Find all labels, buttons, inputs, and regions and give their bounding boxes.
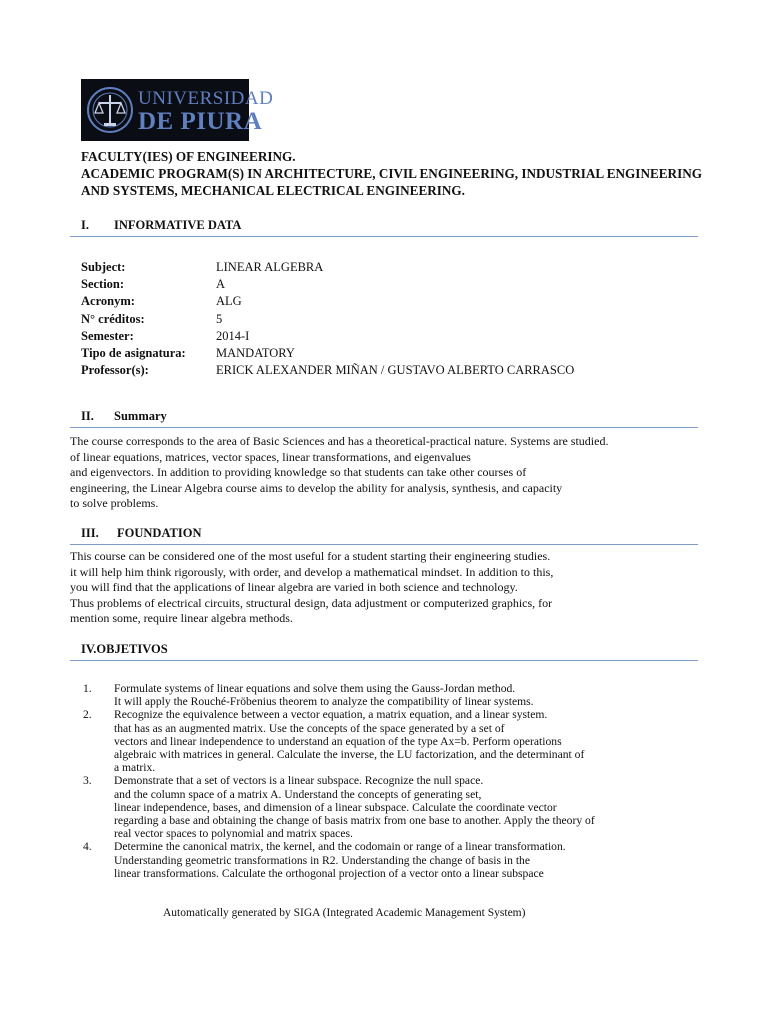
foundation-paragraph bbox=[70, 549, 553, 627]
info-row bbox=[81, 328, 574, 345]
section-number: I. bbox=[81, 218, 89, 232]
objective-line: vectors and linear independence to understand an equation of the type Ax=b. Perform operations bbox=[114, 734, 562, 748]
objective-line: and the column space of a matrix A. Understand the concepts of generating set, bbox=[114, 787, 482, 801]
list-number: 3. bbox=[83, 774, 92, 788]
list-item bbox=[83, 708, 595, 774]
info-value: MANDATORY bbox=[216, 346, 295, 361]
logo-line1: UNIVERSIDAD bbox=[138, 88, 274, 109]
faculty-heading: FACULTY(IES) OF ENGINEERING. bbox=[81, 149, 296, 164]
info-row bbox=[81, 311, 574, 328]
info-value: ERICK ALEXANDER MIÑAN / GUSTAVO ALBERTO CARRASCO bbox=[216, 363, 575, 378]
info-label: Semester: bbox=[81, 328, 134, 343]
section-number: III. bbox=[81, 526, 99, 540]
section-number: II. bbox=[81, 409, 94, 423]
university-logo bbox=[81, 79, 274, 141]
logo-line2: DE PIURA bbox=[138, 108, 263, 135]
info-label: Professor(s): bbox=[81, 363, 149, 378]
info-value: 5 bbox=[216, 311, 223, 326]
info-row bbox=[81, 276, 574, 293]
summary-line: to solve problems. bbox=[70, 496, 159, 510]
info-value: ALG bbox=[216, 294, 242, 309]
foundation-line: mention some, require linear algebra methods. bbox=[70, 611, 293, 625]
section-title: Summary bbox=[114, 409, 167, 423]
objective-line: Determine the canonical matrix, the kernel, and the codomain or range of a linear transformation. bbox=[114, 840, 566, 854]
summary-line: engineering, the Linear Algebra course aims to develop the ability for analysis, synthesis, and capacity bbox=[70, 480, 563, 495]
section-informative-header bbox=[70, 218, 698, 237]
info-value: LINEAR ALGEBRA bbox=[216, 260, 324, 274]
seal-icon bbox=[85, 81, 135, 139]
informative-data-table bbox=[81, 259, 574, 379]
objective-line: It will apply the Rouché-Fröbenius theorem to analyze the compatibility of linear systems. bbox=[114, 695, 534, 709]
foundation-line: Thus problems of electrical circuits, structural design, data adjustment or computerized graphics, for bbox=[70, 595, 553, 610]
objective-line: real vector spaces to polynomial and matrix spaces. bbox=[114, 827, 353, 841]
list-number: 2. bbox=[83, 708, 92, 722]
objectives-list bbox=[83, 682, 595, 880]
info-label: Section: bbox=[81, 277, 125, 292]
objective-line: Understanding geometric transformations in R2. Understanding the change of basis in the bbox=[114, 853, 530, 867]
objective-line: linear independence, bases, and dimension of a linear subspace. Calculate the coordinate vector bbox=[114, 800, 557, 814]
programs-heading-line1: ACADEMIC PROGRAM(S) IN ARCHITECTURE, CIVIL ENGINEERING, INDUSTRIAL ENGINEERING bbox=[81, 166, 702, 181]
objective-line: Recognize the equivalence between a vector equation, a matrix equation, and a linear system. bbox=[114, 708, 548, 722]
info-row bbox=[81, 293, 574, 310]
objective-line: a matrix. bbox=[114, 761, 156, 775]
info-label: Subject: bbox=[81, 260, 126, 274]
list-item bbox=[83, 840, 595, 880]
section-objectives-header bbox=[70, 642, 698, 661]
info-row bbox=[81, 345, 574, 362]
section-foundation-header bbox=[70, 526, 698, 545]
summary-paragraph bbox=[70, 434, 608, 512]
info-value: 2014-I bbox=[216, 328, 250, 343]
foundation-line: This course can be considered one of the most useful for a student starting their engineering studies. bbox=[70, 549, 551, 563]
list-item bbox=[83, 774, 595, 840]
summary-line: and eigenvectors. In addition to providing knowledge so that students can take other courses of bbox=[70, 465, 527, 479]
objective-line: linear transformations. Calculate the orthogonal projection of a vector onto a linear subspace bbox=[114, 866, 544, 880]
info-label: Tipo de asignatura: bbox=[81, 346, 186, 361]
programs-heading-line2: AND SYSTEMS, MECHANICAL ELECTRICAL ENGINEERING. bbox=[81, 183, 465, 198]
summary-line: The course corresponds to the area of Basic Sciences and has a theoretical-practical nature. Systems are studied. bbox=[70, 434, 609, 448]
objective-line: that has as an augmented matrix. Use the concepts of the space generated by a set of bbox=[114, 721, 505, 735]
foundation-line: it will help him think rigorously, with order, and develop a mathematical mindset. In addition to this, bbox=[70, 564, 554, 579]
list-number: 4. bbox=[83, 840, 92, 854]
info-row bbox=[81, 362, 574, 379]
objective-line: Formulate systems of linear equations and solve them using the Gauss-Jordan method. bbox=[114, 682, 516, 695]
info-row bbox=[81, 259, 574, 276]
info-label: Acronym: bbox=[81, 294, 135, 309]
page-footer: Automatically generated by SIGA (Integrated Academic Management System) bbox=[163, 907, 526, 919]
objective-line: regarding a base and obtaining the change of basis matrix from one base to another. Apply the theory of bbox=[114, 814, 595, 828]
foundation-line: you will find that the applications of linear algebra are varied in both science and technology. bbox=[70, 580, 518, 594]
section-title: FOUNDATION bbox=[117, 526, 202, 540]
objective-line: algebraic with matrices in general. Calculate the inverse, the LU factorization, and the determinant of bbox=[114, 748, 585, 762]
objective-line: Demonstrate that a set of vectors is a linear subspace. Recognize the null space. bbox=[114, 774, 484, 788]
section-title: INFORMATIVE DATA bbox=[114, 218, 242, 232]
document-header bbox=[81, 148, 702, 199]
list-item bbox=[83, 682, 595, 708]
section-summary-header bbox=[70, 409, 698, 428]
section-title: IV.OBJETIVOS bbox=[81, 642, 168, 656]
list-number: 1. bbox=[83, 682, 92, 695]
summary-line: of linear equations, matrices, vector spaces, linear transformations, and eigenvalues bbox=[70, 449, 471, 464]
info-label: N° créditos: bbox=[81, 311, 145, 326]
info-value: A bbox=[216, 277, 226, 292]
